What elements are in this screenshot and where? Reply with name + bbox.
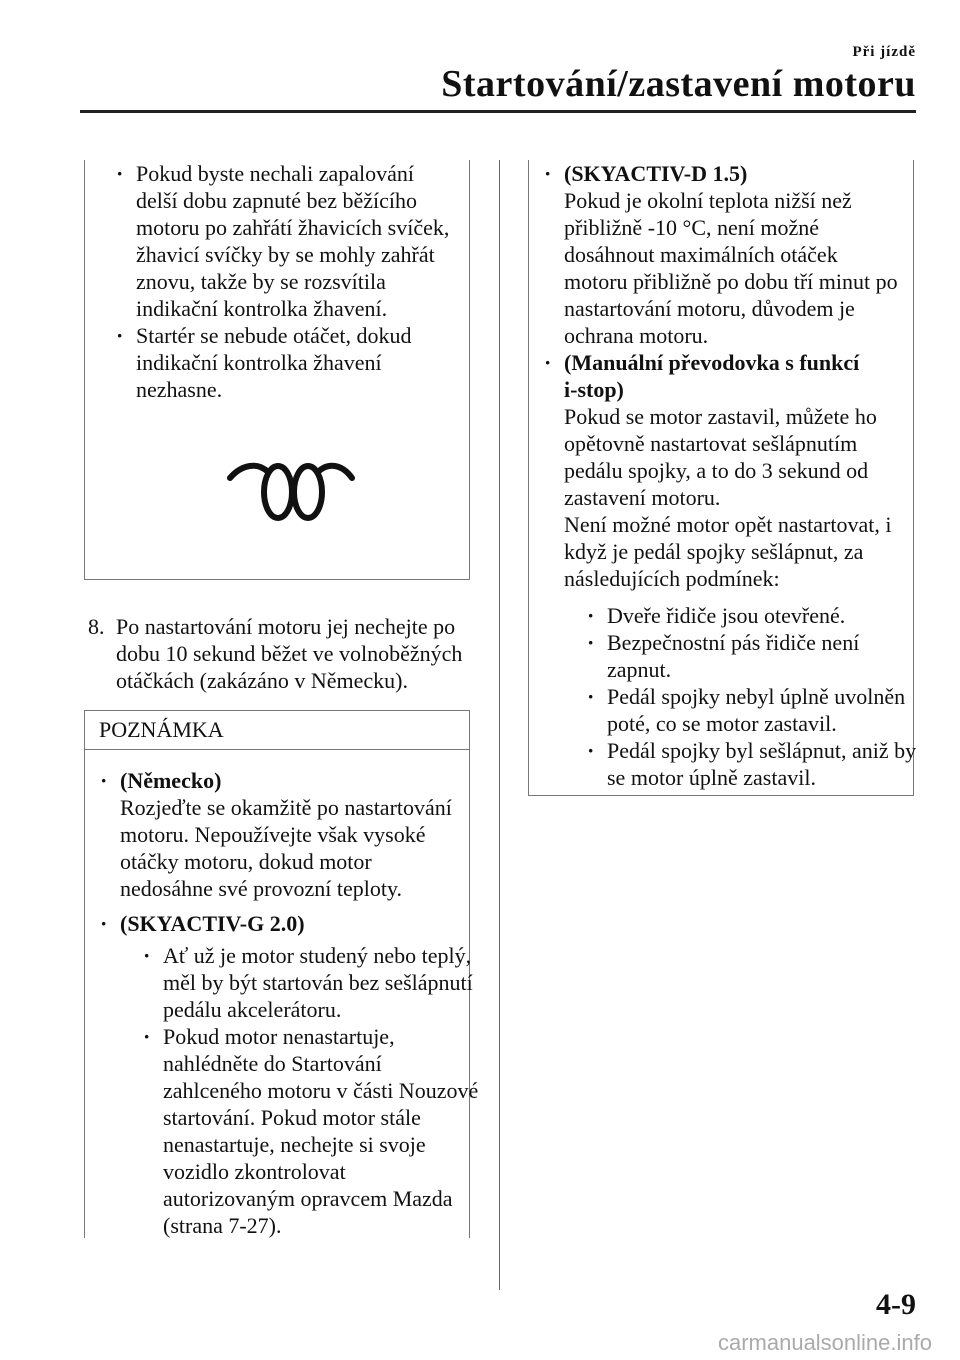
text-line: zapnut.: [607, 657, 672, 682]
text-line: · Dveře řidiče jsou otevřené.: [607, 603, 846, 628]
page-number: 4-9: [876, 1288, 916, 1321]
text-line: indikační kontrolka žhavení: [136, 350, 382, 375]
text-line: · Startér se nebude otáčet, dokud: [136, 323, 412, 348]
text-line: autorizovaným opravcem Mazda: [163, 1186, 453, 1211]
note-item-germany: [97, 767, 478, 902]
text-line: měl by být startován bez sešlápnutí: [163, 970, 473, 995]
text-line: otáčkách (zakázáno v Německu).: [116, 668, 408, 693]
text-line: zastavení motoru.: [564, 485, 721, 510]
item-heading: i-stop): [564, 377, 624, 402]
item-skyactiv-d: [541, 160, 916, 349]
text-line: znovu, takže by se rozsvítila: [136, 269, 386, 294]
item-manual-istop: [541, 349, 916, 791]
text-line: Pokud se motor zastavil, můžete ho: [564, 404, 877, 429]
bullet-item: [113, 160, 449, 322]
text-line: opětovně nastartovat sešlápnutím: [564, 431, 858, 456]
item-heading: · (SKYACTIV-D 1.5): [564, 161, 748, 186]
text-line: přibližně -10 °C, není možné: [564, 215, 820, 240]
glow-plug-indicator-icon: [226, 456, 356, 528]
text-line: žhavicí svíčky by se mohly zahřát: [136, 242, 435, 267]
text-line: Po nastartování motoru jej nechejte po: [116, 614, 456, 639]
text-line: · Pokud motor nenastartuje,: [163, 1024, 395, 1049]
note-header: [85, 711, 469, 750]
header-divider: [80, 110, 916, 113]
section-label: Při jízdě: [852, 44, 916, 60]
text-line: motoru po zahřátí žhavicích svíček,: [136, 215, 450, 240]
text-line: zahlceného motoru v části Nouzové: [163, 1078, 479, 1103]
note-title: POZNÁMKA: [99, 717, 224, 742]
sub-bullet-item: [584, 602, 916, 629]
step-number: 8.: [88, 614, 105, 639]
sub-bullet-item: [584, 737, 916, 791]
note-item-heading: · (SKYACTIV-G 2.0): [120, 911, 305, 936]
text-line: nastartování motoru, důvodem je: [564, 296, 855, 321]
text-line: startování. Pokud motor stále: [163, 1105, 421, 1130]
sub-bullet-item: [140, 942, 478, 1023]
text-line: nezhasne.: [136, 377, 223, 402]
text-line: nedosáhne své provozní teploty.: [120, 876, 403, 901]
page-title: Startování/zastavení motoru: [441, 63, 916, 105]
text-line: ochrana motoru.: [564, 323, 709, 348]
text-line: když je pedál spojky sešlápnut, za: [564, 539, 864, 564]
text-line: (strana 7-27).: [163, 1213, 282, 1238]
bullet-item: [113, 322, 449, 403]
text-line: dobu 10 sekund běžet ve volnoběžných: [116, 641, 463, 666]
text-line: poté, co se motor zastavil.: [607, 711, 837, 736]
right-info-box: [528, 160, 917, 796]
sub-bullet-item: [140, 1023, 478, 1239]
column-divider: [499, 160, 500, 1290]
note-box: [84, 710, 479, 1238]
watermark: carmanualsonline.info: [717, 1330, 932, 1355]
text-line: · Bezpečnostní pás řidiče není: [607, 630, 860, 655]
text-line: motoru. Nepoužívejte však vysoké: [120, 822, 426, 847]
text-line: delší dobu zapnuté bez běžícího: [136, 188, 418, 213]
sub-bullet-item: [584, 683, 916, 737]
text-line: nahlédněte do Startování: [163, 1051, 382, 1076]
text-line: motoru přibližně po dobu tří minut po: [564, 269, 898, 294]
text-line: Pokud je okolní teplota nižší než: [564, 188, 852, 213]
text-line: · Pedál spojky nebyl úplně uvolněn: [607, 684, 906, 709]
text-line: dosáhnout maximálních otáček: [564, 242, 838, 267]
text-line: indikační kontrolka žhavení.: [136, 296, 388, 321]
text-line: Rozjeďte se okamžitě po nastartování: [120, 795, 452, 820]
text-line: vozidlo zkontrolovat: [163, 1159, 346, 1184]
note-item-skyactiv-g: [97, 910, 478, 1239]
text-line: · Ať už je motor studený nebo teplý,: [163, 943, 472, 968]
text-line: se motor úplně zastavil.: [607, 765, 816, 790]
text-line: nenastartuje, nechejte si svoje: [163, 1132, 426, 1157]
note-item-heading: · (Německo): [120, 768, 222, 793]
text-line: následujících podmínek:: [564, 566, 780, 591]
text-line: · Pokud byste nechali zapalování: [136, 161, 414, 186]
text-line: otáčky motoru, dokud motor: [120, 849, 372, 874]
text-line: pedálu akcelerátoru.: [163, 997, 342, 1022]
text-line: · Pedál spojky byl sešlápnut, aniž by: [607, 738, 917, 763]
item-heading: · (Manuální převodovka s funkcí: [564, 350, 860, 375]
text-line: pedálu spojky, a to do 3 sekund od: [564, 458, 869, 483]
sub-bullet-item: [584, 629, 916, 683]
text-line: Není možné motor opět nastartovat, i: [564, 512, 892, 537]
